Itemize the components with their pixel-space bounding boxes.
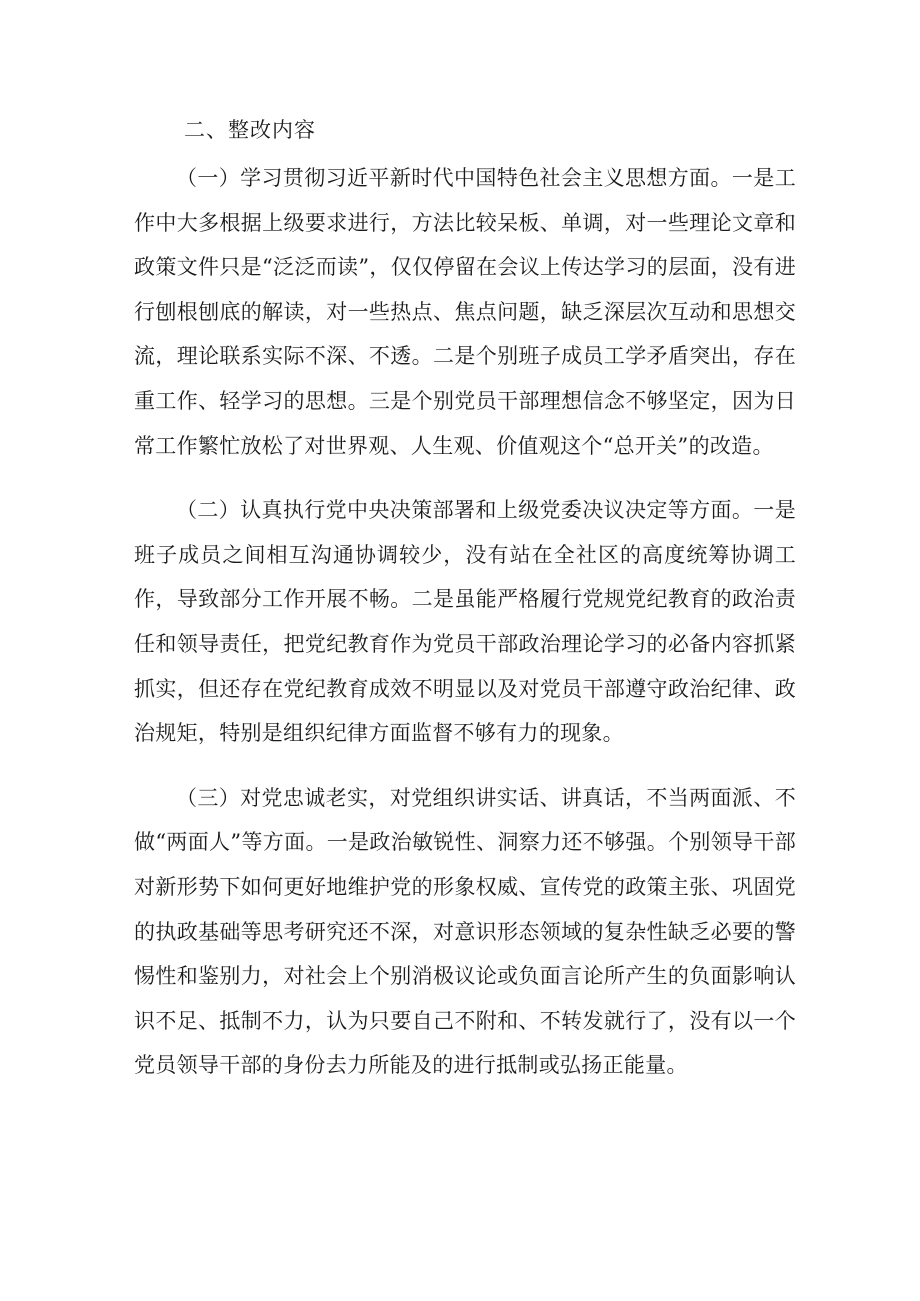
paragraph-3: （三）对党忠诚老实，对党组织讲实话、讲真话，不当两面派、不做“两面人”等方面。一是政治敏锐性、洞察力还不够强。个别领导干部对新形势下如何更好地维护党的形象权威、宣传党的政策主张、巩固党的执政基础等思考研究还不深，对意识形态领域的复杂性缺乏必要的警惕性和鉴别力，对社会上个别消极议论或负面言论所产生的负面影响认识不足、抵制不力，认为只要自己不附和、不转发就行了，没有以一个党员领导干部的身份去力所能及的进行抵制或弘扬正能量。 [134,785,796,1078]
paragraph-2: （二）认真执行党中央决策部署和上级党委决议决定等方面。一是班子成员之间相互沟通协调较少，没有站在全社区的高度统筹协调工作，导致部分工作开展不畅。二是虽能严格履行党规党纪教育的政治责任和领导责任，把党纪教育作为党员干部政治理论学习的必备内容抓紧抓实，但还存在党纪教育成效不明显以及对党员干部遵守政治纪律、政治规矩，特别是组织纪律方面监督不够有力的现象。 [134,498,796,746]
section-heading: 二、整改内容 [184,118,316,142]
paragraph-1: （一）学习贯彻习近平新时代中国特色社会主义思想方面。一是工作中大多根据上级要求进行，方法比较呆板、单调，对一些理论文章和政策文件只是“泛泛而读”，仅仅停留在会议上传达学习的层面，没有进行刨根刨底的解读，对一些热点、焦点问题，缺乏深层次互动和思想交流，理论联系实际不深、不透。二是个别班子成员工学矛盾突出，存在重工作、轻学习的思想。三是个别党员干部理想信念不够坚定，因为日常工作繁忙放松了对世界观、人生观、价值观这个“总开关”的改造。 [134,166,796,458]
document-body [134,108,796,1108]
